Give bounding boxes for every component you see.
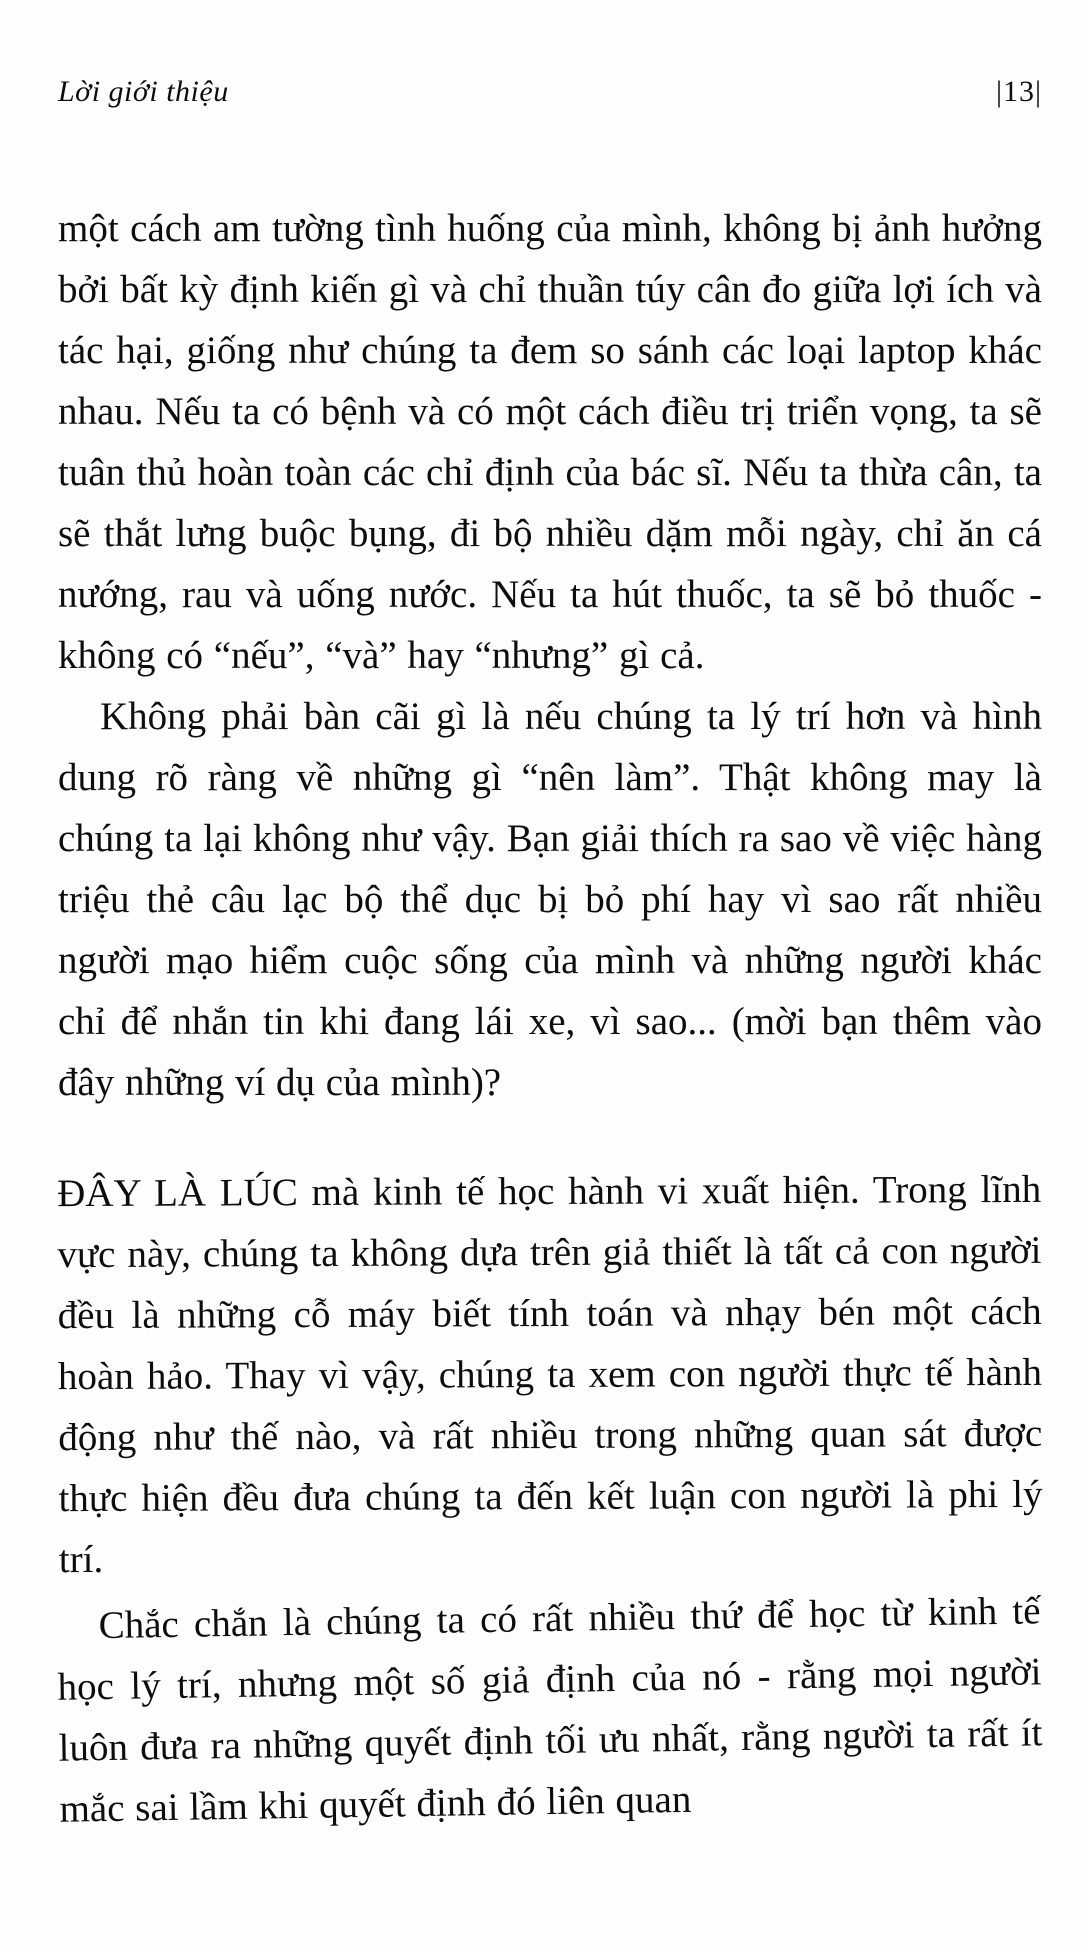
paragraph-continuation: một cách am tường tình huống của mình, không bị ảnh hưởng bởi bất kỳ định kiến gì và chỉ thuần túy cân đo giữa lợi ích và tác hại, giống như chúng ta đem so sánh các loại laptop khác nhau. Nếu ta có bệnh và có một cách điều trị triển vọng, ta sẽ tuân thủ hoàn toàn các chỉ định của bác sĩ. Nếu ta thừa cân, ta sẽ thắt lưng buộc bụng, đi bộ nhiều dặm mỗi ngày, chỉ ăn cá nướng, rau và uống nước. Nếu ta hút thuốc, ta sẽ bỏ thuốc - không có “nếu”, “và” hay “nhưng” gì cả. [58, 207, 1042, 677]
page-body [58, 198, 1042, 1832]
page-header [0, 0, 1088, 110]
paragraph: Chắc chắn là chúng ta có rất nhiều thứ để học từ kinh tế học lý trí, nhưng một số giả định của nó - rằng mọi người luôn đưa ra những quyết định tối ưu nhất, rằng người ta rất ít mắc sai lầm khi quyết định đó liên quan [57, 1589, 1043, 1831]
paragraph-section-start: ĐÂY LÀ LÚC mà kinh tế học hành vi xuất hiện. Trong lĩnh vực này, chúng ta không dựa trên giả thiết là tất cả con người đều là những cỗ máy biết tính toán và nhạy bén một cách hoàn hảo. Thay vì vậy, chúng ta xem con người thực tế hành động như thế nào, và rất nhiều trong những quan sát được thực hiện đều đưa chúng ta đến kết luận con người là phi lý trí. [57, 1167, 1043, 1582]
page-number: |13| [995, 75, 1042, 108]
paragraph: Không phải bàn cãi gì là nếu chúng ta lý trí hơn và hình dung rõ ràng về những gì “nên làm”. Thật không may là chúng ta lại không như vậy. Bạn giải thích ra sao về việc hàng triệu thẻ câu lạc bộ thể dục bị bỏ phí hay vì sao rất nhiều người mạo hiểm cuộc sống của mình và những người khác chỉ để nhắn tin khi đang lái xe, vì sao... (mời bạn thêm vào đây những ví dụ của mình)? [58, 695, 1042, 1104]
running-title: Lời giới thiệu [58, 75, 229, 108]
